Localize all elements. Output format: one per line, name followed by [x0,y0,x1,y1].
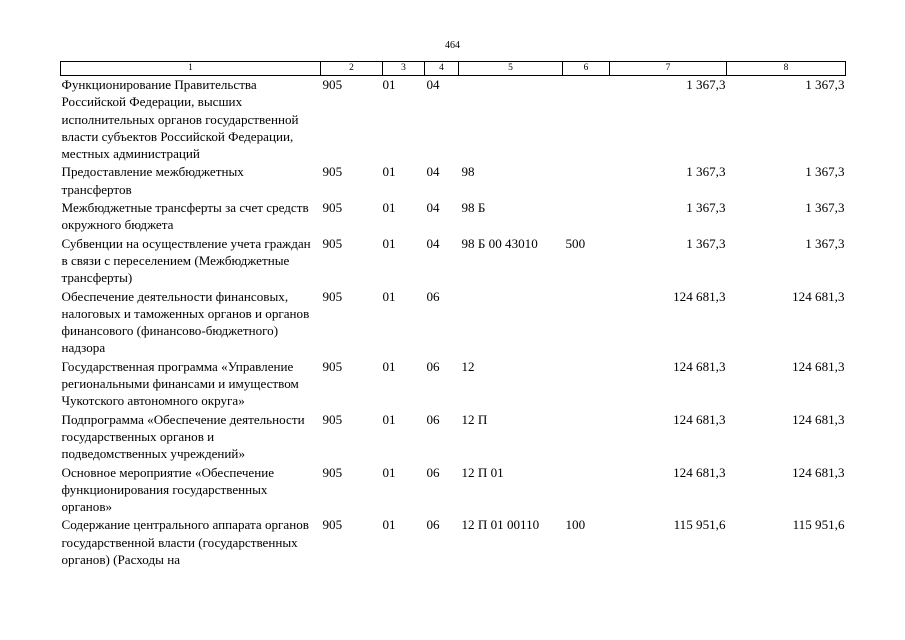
expense-type-cell: 100 [565,517,586,533]
amount-cell-col8: 124 681,3 [792,464,845,480]
amount-cell-col8: 1 367,3 [805,77,845,92]
amount-cell-col8: 124 681,3 [792,288,845,304]
row-name-cell: Государственная программа «Управление региональными финансами и имуществом Чукотского автономного округа» [61,358,299,409]
amount-cell-col8: 1 367,3 [805,164,845,180]
row-name-cell: Субвенции на осуществление учета граждан в связи с переселением (Межбюджетные трансферты) [61,235,311,286]
target-article-cell: 12 П 01 00110 [461,517,540,533]
expense-type-cell [563,464,610,517]
row-name-cell: Подпрограмма «Обеспечение деятельности государственных органов и подведомственных учреждений» [61,411,305,462]
table-row [61,288,846,358]
subsection-code-cell: 04 [426,77,440,92]
subsection-code-cell: 04 [426,235,440,251]
subsection-code-cell: 06 [426,411,440,427]
target-article-cell: 12 [461,358,475,374]
amount-cell-col8: 124 681,3 [792,358,845,374]
table-row [61,411,846,464]
column-header: 2 [321,62,383,76]
amount-cell-col7: 124 681,3 [673,411,726,427]
amount-cell-col7: 115 951,6 [673,517,726,533]
section-code-cell: 01 [382,288,396,304]
section-code-cell: 01 [382,517,396,533]
target-article-cell [459,288,563,358]
admin-code-cell: 905 [322,517,343,533]
section-code-cell: 01 [382,77,396,92]
expense-type-cell [563,199,610,235]
table-row [61,516,846,569]
table-body [61,76,846,570]
header-row [61,62,846,76]
admin-code-cell: 905 [322,288,343,304]
section-code-cell: 01 [382,358,396,374]
page-number: 464 [445,40,460,51]
section-code-cell: 01 [382,164,396,180]
admin-code-cell: 905 [322,200,343,216]
section-code-cell: 01 [382,411,396,427]
row-name-cell: Предоставление межбюджетных трансфертов [61,164,244,197]
row-name-cell: Основное мероприятие «Обеспечение функционирования государственных органов» [61,464,275,515]
row-name-cell: Обеспечение деятельности финансовых, налоговых и таможенных органов и органов финансового (финансово-бюджетного) надзора [61,288,310,356]
amount-cell-col8: 1 367,3 [805,200,845,216]
expense-type-cell [563,76,610,164]
admin-code-cell: 905 [322,164,343,180]
column-header: 1 [61,62,321,76]
amount-cell-col7: 1 367,3 [686,77,726,92]
target-article-cell: 98 Б [461,200,486,216]
table-row [61,235,846,288]
subsection-code-cell: 06 [426,288,440,304]
amount-cell-col8: 124 681,3 [792,411,845,427]
admin-code-cell: 905 [322,77,343,92]
column-header: 7 [610,62,727,76]
admin-code-cell: 905 [322,358,343,374]
table-row [61,358,846,411]
table-row [61,199,846,235]
column-header: 5 [459,62,563,76]
expense-type-cell [563,411,610,464]
table-row [61,464,846,517]
column-header: 3 [383,62,425,76]
section-code-cell: 01 [382,464,396,480]
table-row [61,76,846,164]
expense-type-cell [563,163,610,199]
subsection-code-cell: 06 [426,517,440,533]
amount-cell-col7: 124 681,3 [673,288,726,304]
amount-cell-col7: 124 681,3 [673,358,726,374]
subsection-code-cell: 04 [426,164,440,180]
budget-table [60,61,846,569]
table-row [61,163,846,199]
admin-code-cell: 905 [322,411,343,427]
amount-cell-col8: 1 367,3 [805,235,845,251]
column-header: 8 [727,62,846,76]
section-code-cell: 01 [382,235,396,251]
row-name-cell: Содержание центрального аппарата органов государственной власти (государственных органов) (Расходы на [61,517,309,568]
expense-type-cell [563,288,610,358]
amount-cell-col7: 1 367,3 [686,200,726,216]
amount-cell-col7: 1 367,3 [686,164,726,180]
row-name-cell: Функционирование Правительства Российской Федерации, высших исполнительных органов государственной власти субъектов Российской Федерации, местных администраций [61,77,299,162]
target-article-cell [459,76,563,164]
column-header: 4 [425,62,459,76]
row-name-cell: Межбюджетные трансферты за счет средств окружного бюджета [61,200,309,233]
amount-cell-col7: 124 681,3 [673,464,726,480]
subsection-code-cell: 04 [426,200,440,216]
target-article-cell: 98 Б 00 43010 [461,235,538,251]
amount-cell-col7: 1 367,3 [686,235,726,251]
column-header: 6 [563,62,610,76]
expense-type-cell [563,358,610,411]
admin-code-cell: 905 [322,464,343,480]
subsection-code-cell: 06 [426,464,440,480]
expense-type-cell: 500 [565,235,586,251]
target-article-cell: 12 П [461,411,488,427]
section-code-cell: 01 [382,200,396,216]
amount-cell-col8: 115 951,6 [792,517,845,533]
target-article-cell: 98 [461,164,475,180]
admin-code-cell: 905 [322,235,343,251]
target-article-cell: 12 П 01 [461,464,504,480]
subsection-code-cell: 06 [426,358,440,374]
